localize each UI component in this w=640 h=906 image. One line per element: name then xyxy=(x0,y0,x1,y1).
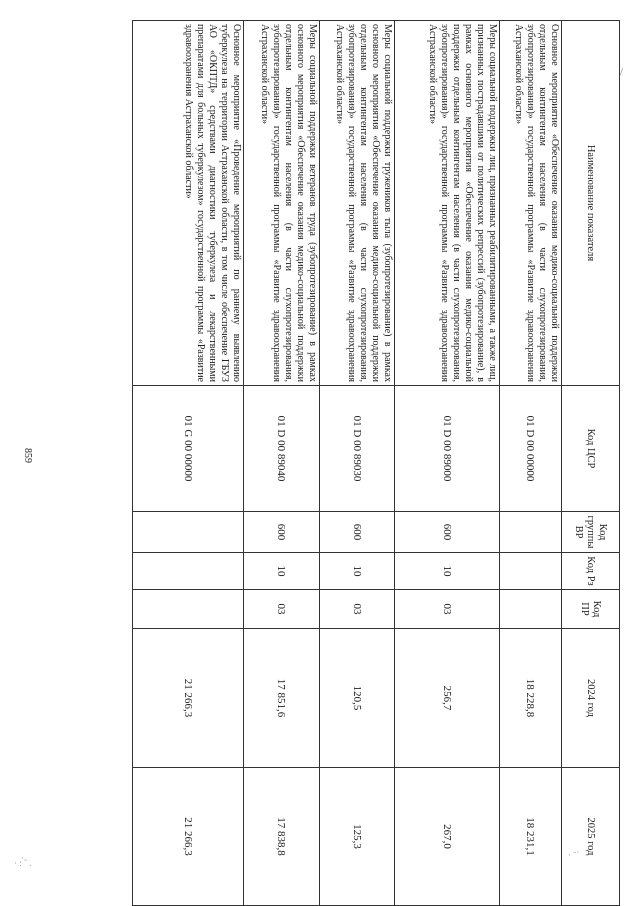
row-name: Меры социальной поддержки тружеников тыла (зубопротезирование) в рамках основного мероприятия «Обеспечение оказания медико-социальной поддержки отдельным контингентам населения (в части слухопротезирования, зубопротезирования)» государственной программы «Развитие здравоохранения Астраханской области» xyxy=(320,21,395,386)
row-2025: 21 266,3 xyxy=(133,768,244,906)
row-2024: 18 228,8 xyxy=(500,629,562,768)
header-vr: Код группы ВР xyxy=(562,512,620,553)
header-name: Наименование показателя xyxy=(562,21,620,386)
table-header-row xyxy=(562,21,620,906)
row-2025: 125,3 xyxy=(320,768,395,906)
row-csr: 01 D 00 89040 xyxy=(244,386,320,512)
row-vr: 600 xyxy=(320,512,395,553)
header-2025: 2025 год xyxy=(562,768,620,906)
row-rz: 10 xyxy=(395,553,500,590)
row-pr: 03 xyxy=(395,590,500,629)
row-2025: 267,0 xyxy=(395,768,500,906)
row-vr: 600 xyxy=(395,512,500,553)
budget-table xyxy=(132,20,620,906)
row-csr: 01 D 00 89000 xyxy=(395,386,500,512)
row-2025: 18 231,1 xyxy=(500,768,562,906)
header-2024: 2024 год xyxy=(562,629,620,768)
row-rz xyxy=(500,553,562,590)
scan-artifact: · ˉˊ xyxy=(568,850,580,860)
row-pr: 03 xyxy=(320,590,395,629)
row-2024: 120,5 xyxy=(320,629,395,768)
table-row xyxy=(133,21,244,906)
row-2025: 17 838,8 xyxy=(244,768,320,906)
header-rz: Код Рз xyxy=(562,553,620,590)
row-name: Основное мероприятие «Обеспечение оказания медико-социальной поддержки отдельным контингентам населения (в части слухопротезирования, зубопротезирования)» государственной программы «Развитие здравоохранения Астраханской области» xyxy=(500,21,562,386)
row-csr: 01 D 00 89030 xyxy=(320,386,395,512)
table-row xyxy=(500,21,562,906)
table-row xyxy=(320,21,395,906)
row-2024: 17 851,6 xyxy=(244,629,320,768)
row-csr: 01 D 00 00000 xyxy=(500,386,562,512)
row-pr xyxy=(500,590,562,629)
header-pr: Код ПР xyxy=(562,590,620,629)
row-name: Основное мероприятие «Проведение мероприятий по раннему выявлению туберкулеза на территории Астраханской области, в том числе обеспечение ГБУЗ АО «ОКПТД» средствами диагностики туберкулеза и лекарственными препаратами для больных туберкулезом» государственной программы «Развитие здравоохранения Астраханской области» xyxy=(133,21,244,386)
row-vr xyxy=(500,512,562,553)
table-row xyxy=(244,21,320,906)
row-rz: 10 xyxy=(320,553,395,590)
row-name: Меры социальной поддержки ветеранов труда (зубопротезирование) в рамках основного мероприятия «Обеспечение оказания медико-социальной поддержки отдельным контингентам населения (в части слухопротезирования, зубопротезирования)» государственной программы «Развитие здравоохранения Астраханской области» xyxy=(244,21,320,386)
scan-artifact: / xyxy=(620,66,624,78)
row-pr: 03 xyxy=(244,590,320,629)
row-rz xyxy=(133,553,244,590)
row-rz: 10 xyxy=(244,553,320,590)
page-number: 859 xyxy=(22,448,33,463)
row-vr: 600 xyxy=(244,512,320,553)
row-2024: 21 266,3 xyxy=(133,629,244,768)
scan-artifact: · : ̀˘ . xyxy=(14,858,32,868)
header-csr: Код ЦСР xyxy=(562,386,620,512)
row-2024: 256,7 xyxy=(395,629,500,768)
row-pr xyxy=(133,590,244,629)
row-name: Меры социальной поддержки лиц, признанных реабилитированными, а также лиц, признанных пострадавшими от политических репрессий (зубопротезирование), в рамках основного мероприятия «Обеспечение оказания медико-социальной поддержки отдельным контингентам населения (в части слухопротезирования, зубопротезирования)» государственной программы «Развитие здравоохранения Астраханской области» xyxy=(395,21,500,386)
row-vr xyxy=(133,512,244,553)
row-csr: 01 G 00 00000 xyxy=(133,386,244,512)
rotated-table-sheet xyxy=(133,20,620,905)
table-row xyxy=(395,21,500,906)
